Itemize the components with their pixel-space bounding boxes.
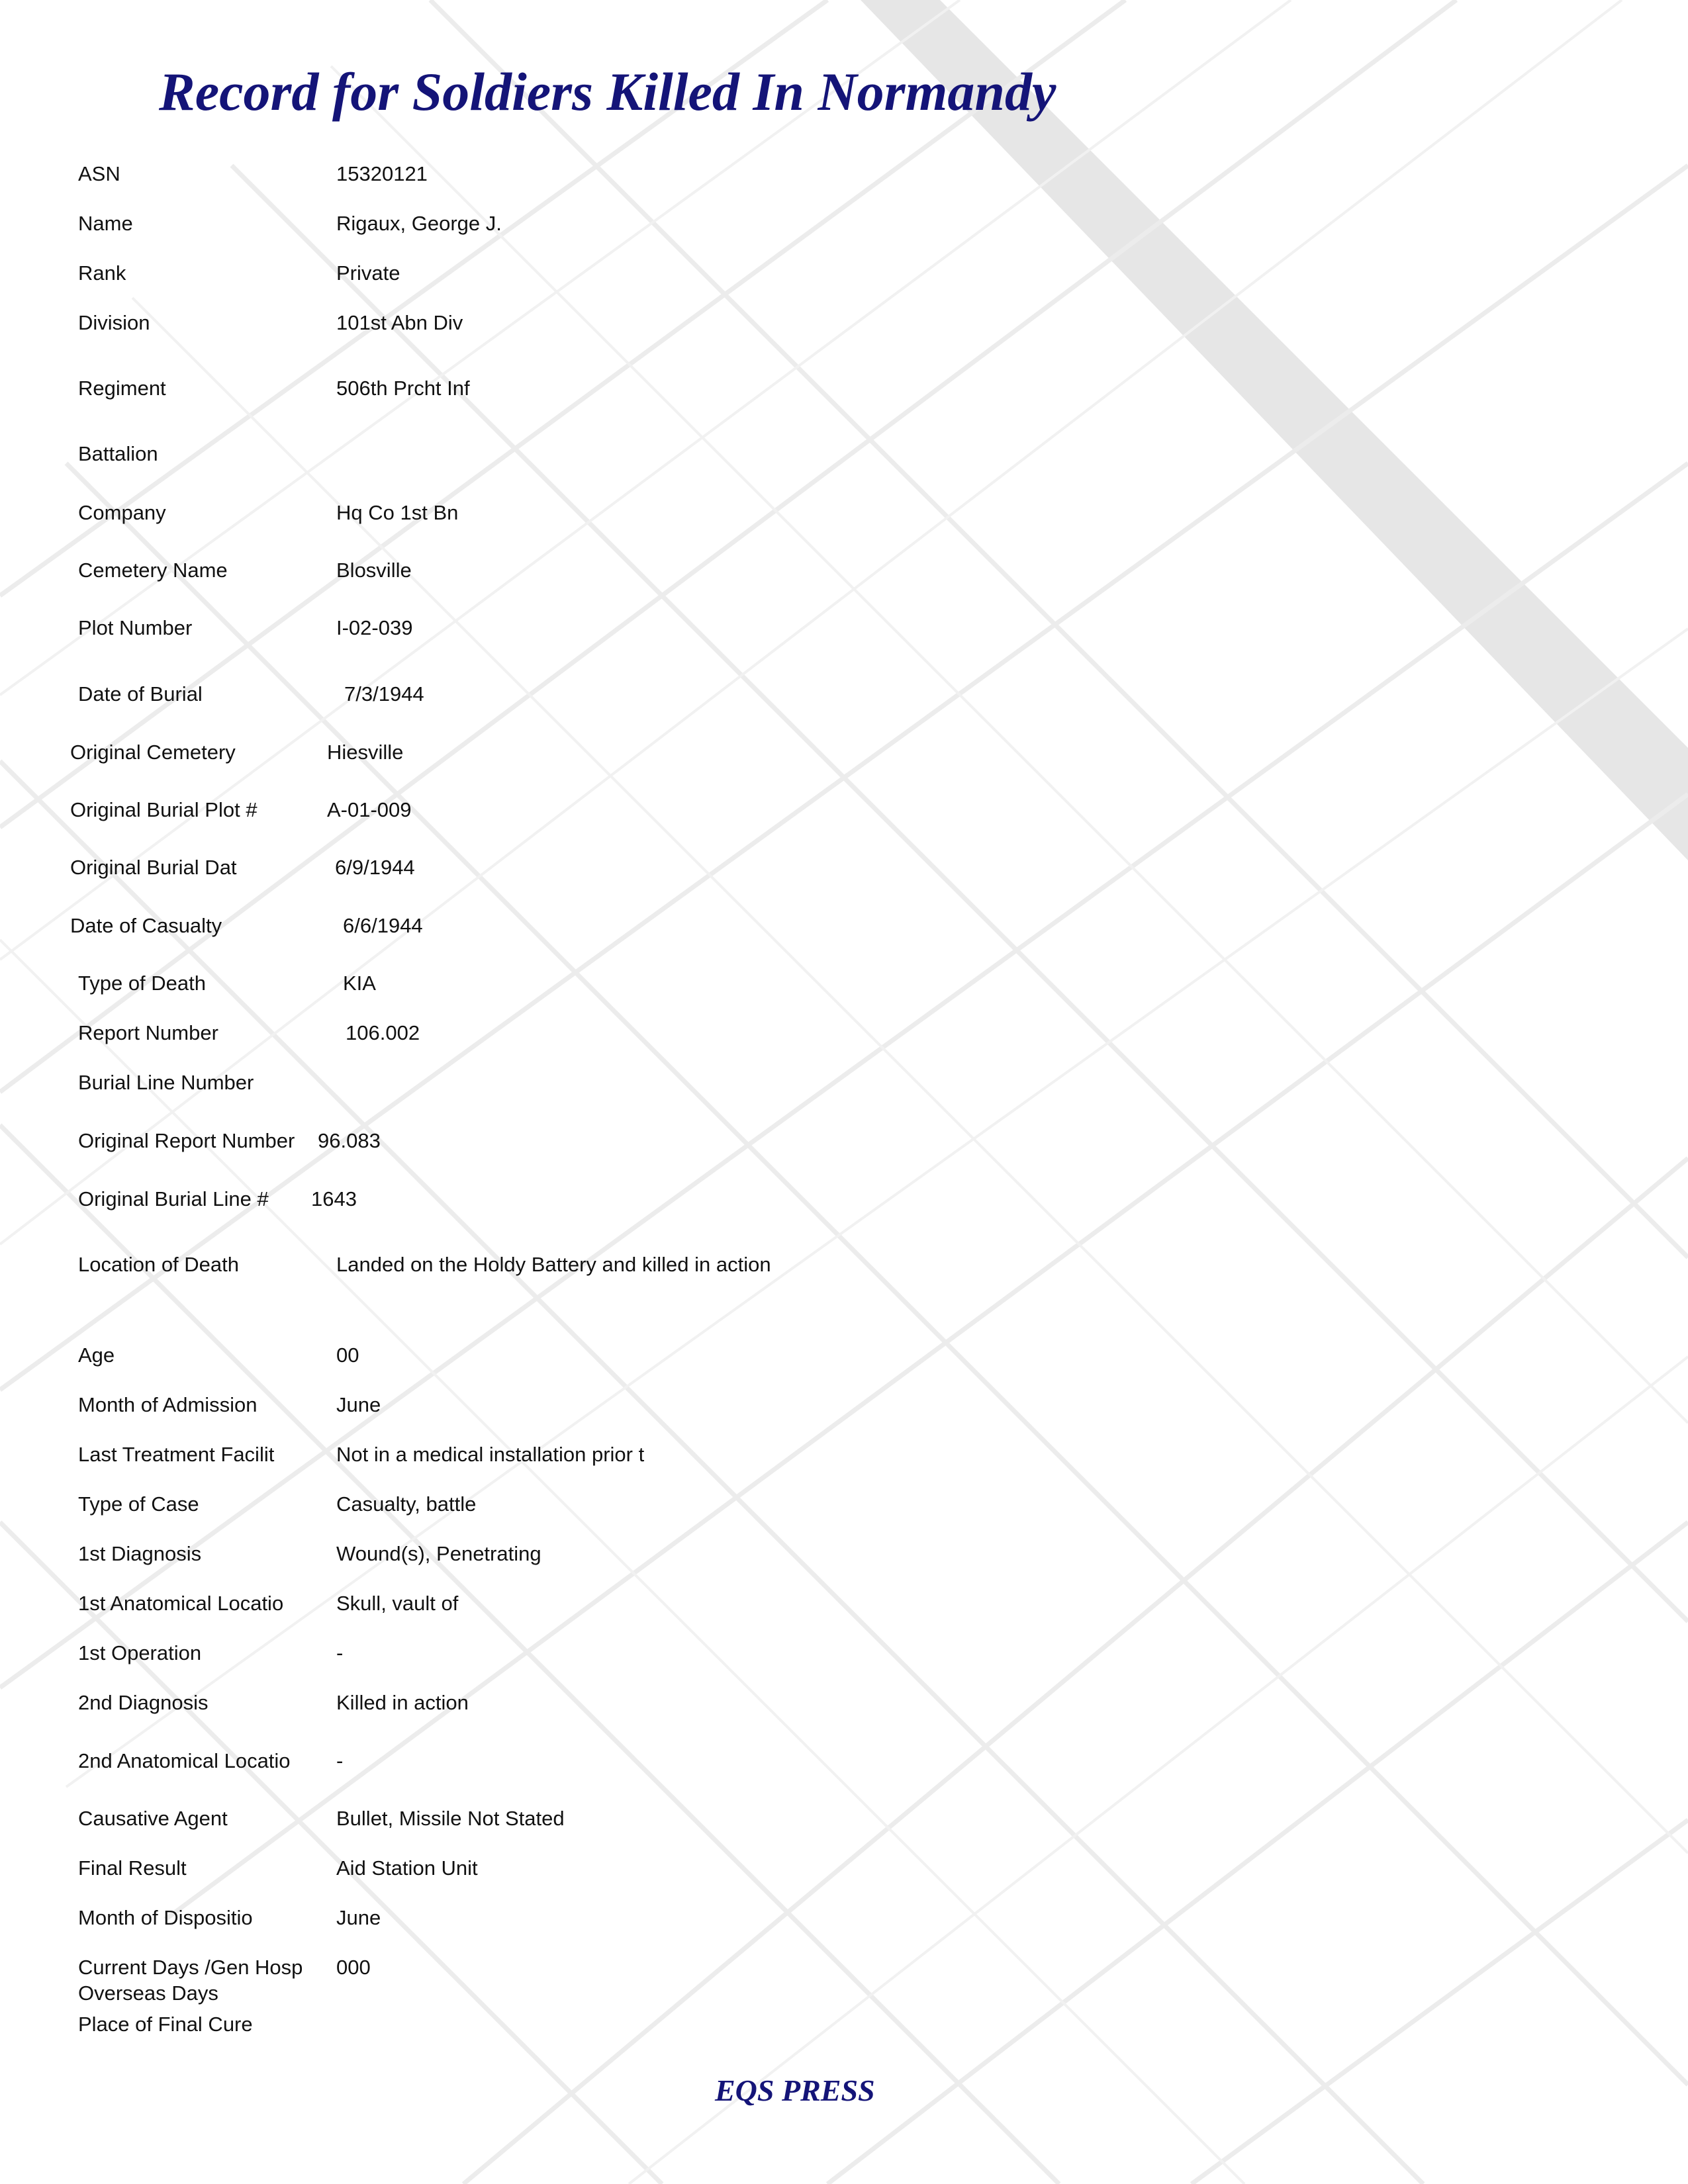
field-label: Original Burial Plot # (70, 798, 258, 821)
field-value: Hiesville (327, 741, 404, 764)
field-value: 506th Prcht Inf (336, 377, 470, 400)
field-label: Company (78, 501, 166, 524)
field-value: 101st Abn Div (336, 311, 463, 334)
field-value: 6/9/1944 (335, 856, 415, 879)
field-value: June (336, 1393, 381, 1416)
field-label: Plot Number (78, 616, 193, 639)
field-label: Rank (78, 261, 126, 285)
field-label: Final Result (78, 1856, 187, 1880)
field-label: Overseas Days (78, 1981, 218, 2005)
field-value: Skull, vault of (336, 1592, 459, 1615)
field-label: Location of Death (78, 1253, 240, 1276)
field-value: Not in a medical installation prior t (336, 1443, 645, 1466)
field-label: Month of Admission (78, 1393, 258, 1416)
field-value: KIA (343, 972, 376, 995)
field-label: Place of Final Cure (78, 2013, 253, 2036)
field-label: 1st Anatomical Locatio (78, 1592, 284, 1615)
field-label: 1st Diagnosis (78, 1542, 202, 1565)
field-label: 1st Operation (78, 1641, 202, 1664)
field-value: - (336, 1641, 344, 1664)
field-value: - (336, 1749, 344, 1772)
field-label: Division (78, 311, 150, 334)
field-value: I-02-039 (336, 616, 413, 639)
field-value: Bullet, Missile Not Stated (336, 1807, 565, 1830)
field-value: 000 (336, 1956, 371, 1979)
field-value: Private (336, 261, 400, 285)
field-label: Regiment (78, 377, 166, 400)
field-label: Report Number (78, 1021, 218, 1044)
field-label: Month of Dispositio (78, 1906, 253, 1929)
field-label: Burial Line Number (78, 1071, 254, 1094)
field-value: 1643 (311, 1187, 357, 1210)
field-label: Cemetery Name (78, 559, 228, 582)
publisher-footer: EQS PRESS (715, 2073, 875, 2107)
field-value: June (336, 1906, 381, 1929)
field-value: Landed on the Holdy Battery and killed in action (336, 1253, 771, 1276)
field-value: Casualty, battle (336, 1492, 477, 1516)
field-label: 2nd Diagnosis (78, 1691, 209, 1714)
field-value: Wound(s), Penetrating (336, 1542, 541, 1565)
field-label: Last Treatment Facilit (78, 1443, 275, 1466)
field-value: 96.083 (318, 1129, 381, 1152)
field-value: Rigaux, George J. (336, 212, 502, 235)
field-value: 106.002 (346, 1021, 420, 1044)
field-value: 7/3/1944 (344, 682, 424, 705)
field-label: Date of Casualty (70, 914, 222, 937)
field-value: 00 (336, 1343, 359, 1367)
field-label: Causative Agent (78, 1807, 228, 1830)
field-label: Original Burial Line # (78, 1187, 269, 1210)
field-label: Name (78, 212, 133, 235)
field-value: 6/6/1944 (343, 914, 423, 937)
field-label: Battalion (78, 442, 158, 465)
field-label: ASN (78, 162, 120, 185)
field-value: Killed in action (336, 1691, 469, 1714)
field-label: Original Burial Dat (70, 856, 237, 879)
field-label: Type of Death (78, 972, 207, 995)
field-label: Type of Case (78, 1492, 199, 1516)
field-label: Age (78, 1343, 115, 1367)
field-value: Hq Co 1st Bn (336, 501, 459, 524)
field-label: Original Report Number (78, 1129, 295, 1152)
field-value: A-01-009 (327, 798, 412, 821)
field-value: 15320121 (336, 162, 428, 185)
field-label: Current Days /Gen Hosp (78, 1956, 303, 1979)
field-label: Original Cemetery (70, 741, 236, 764)
field-label: 2nd Anatomical Locatio (78, 1749, 291, 1772)
page-title: Record for Soldiers Killed In Normandy (159, 62, 1056, 122)
field-value: Aid Station Unit (336, 1856, 478, 1880)
field-label: Date of Burial (78, 682, 203, 705)
field-value: Blosville (336, 559, 412, 582)
